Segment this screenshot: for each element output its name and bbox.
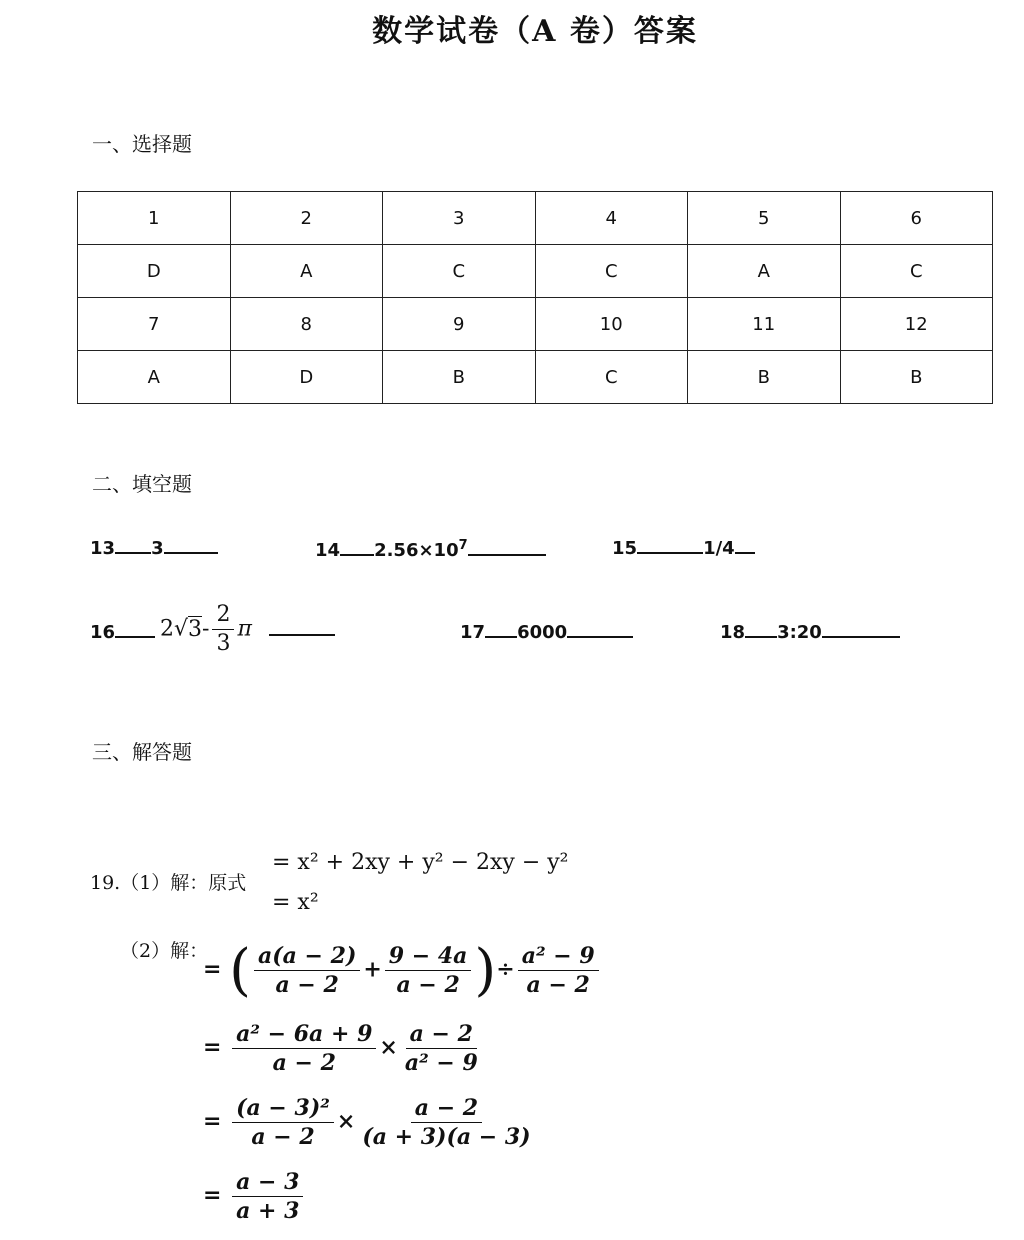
question-number: 17 [460, 622, 486, 643]
answer-row [78, 245, 993, 298]
numerator: a − 3 [232, 1170, 303, 1197]
times-sign: × [379, 1034, 398, 1061]
question-number-cell: 10 [535, 298, 688, 351]
fraction [212, 603, 234, 656]
section-solve-heading: 三、解答题 [92, 740, 192, 764]
question-number-cell: 3 [383, 192, 536, 245]
answer-cell: A [688, 245, 841, 298]
question-number: 18 [720, 622, 746, 643]
denominator: a − 2 [272, 1050, 336, 1077]
numerator: a − 2 [406, 1022, 477, 1049]
denominator: a − 2 [251, 1124, 315, 1151]
answer-cell: B [840, 351, 993, 404]
pi-symbol: π [237, 616, 252, 642]
answer-cell: B [383, 351, 536, 404]
answer-cell: D [78, 245, 231, 298]
denominator: (a + 3)(a − 3) [362, 1124, 531, 1151]
divide-sign: ÷ [496, 956, 515, 983]
answer-cell: D [230, 351, 383, 404]
question-number-cell: 11 [688, 298, 841, 351]
answer-exponent: 7 [458, 538, 468, 553]
denominator: a² − 9 [404, 1050, 478, 1077]
fraction [254, 944, 360, 997]
answer-value: 2.56×10 [374, 540, 459, 561]
fraction [401, 1022, 482, 1075]
answer-cell: B [688, 351, 841, 404]
right-paren: ) [474, 938, 497, 1003]
numerator: a − 2 [411, 1096, 482, 1123]
section-fill-heading: 二、填空题 [92, 472, 192, 496]
denominator: a − 2 [275, 972, 339, 998]
fraction [358, 1096, 534, 1149]
fill-answer-15 [612, 538, 755, 559]
fraction [232, 1096, 334, 1149]
fill-answer-16-expression [160, 603, 335, 656]
q19-step4 [203, 1170, 306, 1223]
question-number: 15 [612, 538, 638, 559]
answer-cell: C [535, 351, 688, 404]
question-number-cell: 9 [383, 298, 536, 351]
question-number-cell: 2 [230, 192, 383, 245]
fill-answer-16-label [90, 622, 155, 643]
choice-answer-table [77, 191, 993, 404]
numerator: a² − 6a + 9 [232, 1022, 376, 1049]
answer-row [78, 351, 993, 404]
coefficient: 2 [160, 616, 174, 642]
q19-step1 [203, 938, 602, 1003]
answer-cell: C [383, 245, 536, 298]
question-number: 16 [90, 622, 116, 643]
numerator: a² − 9 [518, 944, 599, 971]
equals-sign: = [203, 1108, 222, 1135]
fill-answer-13 [90, 538, 218, 559]
question-number-cell: 7 [78, 298, 231, 351]
denominator: a − 2 [396, 972, 460, 998]
answer-cell: C [535, 245, 688, 298]
question-number-row [78, 298, 993, 351]
numerator: 2 [212, 603, 234, 630]
question-number: 14 [315, 540, 341, 561]
answer-cell: A [230, 245, 383, 298]
minus-sign: - [202, 616, 210, 642]
fill-answer-17 [460, 622, 633, 643]
equals-sign: = [203, 1034, 222, 1061]
sqrt-sign: √ [174, 616, 189, 642]
numerator: (a − 3)² [232, 1096, 334, 1123]
equals-sign: = [203, 956, 222, 983]
fraction [232, 1170, 303, 1223]
question-number-cell: 1 [78, 192, 231, 245]
section-choice-heading: 一、选择题 [92, 132, 192, 156]
denominator: a − 2 [526, 972, 590, 998]
answer-cell: C [840, 245, 993, 298]
q19-part1-label: 19.（1）解：原式 [90, 872, 247, 894]
question-number-cell: 4 [535, 192, 688, 245]
numerator: 9 − 4a [385, 944, 472, 971]
fill-answer-14 [315, 538, 546, 561]
radicand: 3 [188, 616, 203, 642]
denominator: 3 [216, 631, 231, 657]
fill-answer-18 [720, 622, 900, 643]
page-title: 数学试卷（A 卷）答案 [372, 14, 698, 49]
answer-value: 3:20 [777, 622, 822, 643]
fraction [385, 944, 472, 997]
q19-part1-line1: = x² + 2xy + y² − 2xy − y² [272, 850, 569, 875]
question-number-cell: 12 [840, 298, 993, 351]
times-sign: × [336, 1108, 356, 1135]
q19-part2-label: （2）解： [120, 940, 209, 962]
plus-sign: + [363, 956, 382, 983]
answer-cell: A [78, 351, 231, 404]
fraction [232, 1022, 376, 1075]
answer-value: 1/4 [703, 538, 735, 559]
left-paren: ( [229, 938, 251, 1003]
denominator: a + 3 [236, 1198, 300, 1225]
equals-sign: = [203, 1182, 222, 1209]
q19-step2 [203, 1022, 485, 1075]
fraction [518, 944, 599, 997]
answer-value: 3 [151, 538, 164, 559]
question-number-cell: 6 [840, 192, 993, 245]
answer-value: 6000 [517, 622, 568, 643]
question-number-row [78, 192, 993, 245]
question-number-cell: 5 [688, 192, 841, 245]
q19-part1-line2: = x² [272, 890, 319, 915]
numerator: a(a − 2) [254, 944, 360, 971]
q19-step3 [203, 1096, 538, 1149]
question-number-cell: 8 [230, 298, 383, 351]
question-number: 13 [90, 538, 116, 559]
